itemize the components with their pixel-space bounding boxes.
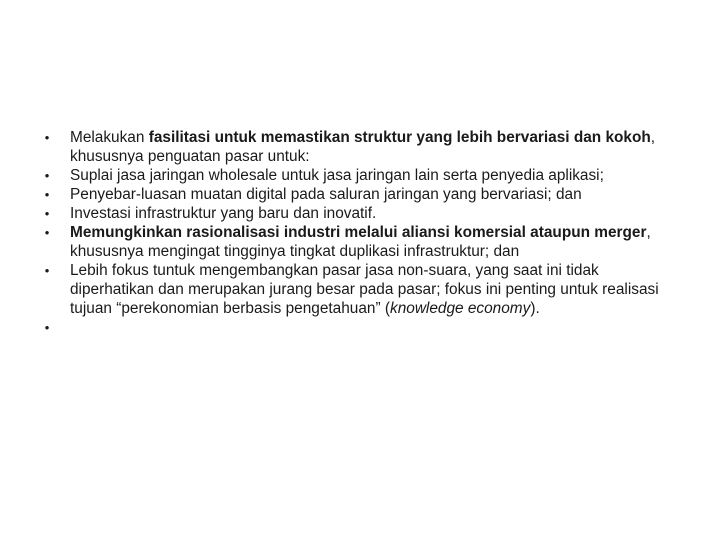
list-item-text (70, 261, 680, 318)
list-item-text: Suplai jasa jaringan wholesale untuk jasa jaringan lain serta penyedia aplikasi; (70, 167, 604, 184)
list-item-text: Investasi infrastruktur yang baru dan inovatif. (70, 205, 377, 222)
bullet-icon: • (44, 168, 50, 183)
bullet-icon: • (44, 130, 50, 145)
list-item (40, 166, 680, 185)
bullet-icon: • (44, 187, 50, 202)
bold-text-run: fasilitasi untuk memastikan struktur yang lebih bervariasi dan kokoh (148, 129, 651, 146)
empty-list-item (40, 318, 680, 337)
bullet-icon: • (44, 225, 50, 240)
list-item (40, 223, 680, 261)
italic-text-run: knowledge economy (390, 300, 531, 317)
list-item-text (70, 128, 680, 166)
list-item-text: Penyebar-luasan muatan digital pada saluran jaringan yang bervariasi; dan (70, 186, 582, 203)
list-item-text (70, 223, 680, 261)
bullet-list (40, 128, 680, 337)
text-run: , khususnya mengingat tingginya tingkat duplikasi infrastruktur; dan (70, 224, 651, 260)
text-run: Lebih fokus tuntuk mengembangkan pasar jasa non-suara, yang saat ini tidak diperhatikan dan merupakan jurang besar pada pasar; fokus ini penting untuk realisasi tujuan “perekonomian berbasis pengetahuan” ( (70, 262, 659, 317)
text-run: ). (530, 300, 540, 317)
bullet-icon: • (44, 206, 50, 221)
list-item (40, 261, 680, 318)
text-run: Melakukan (70, 129, 149, 146)
list-item (40, 204, 680, 223)
list-item (40, 185, 680, 204)
bullet-icon: • (44, 263, 50, 278)
list-item-text (70, 318, 680, 337)
list-item (40, 128, 680, 166)
bullet-icon: • (44, 320, 50, 335)
bold-text-run: Memungkinkan rasionalisasi industri melalui aliansi komersial ataupun merger (70, 224, 647, 241)
text-run: , khususnya penguatan pasar untuk: (70, 129, 656, 165)
